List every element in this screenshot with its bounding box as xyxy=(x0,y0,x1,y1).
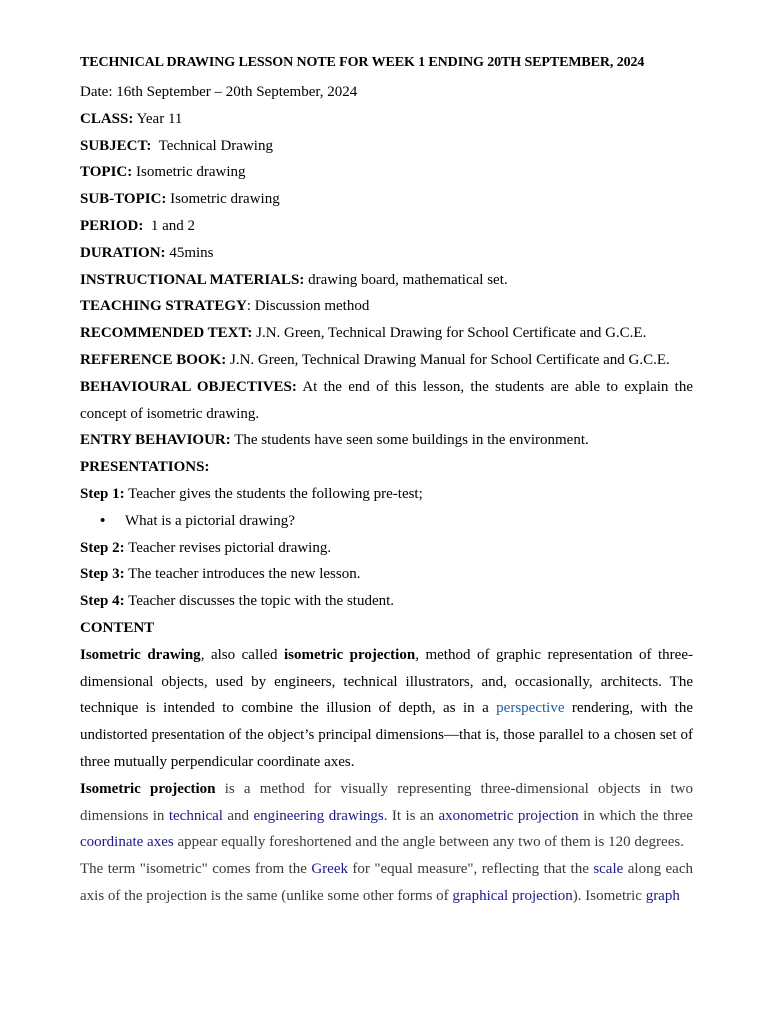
behavioural-objectives xyxy=(80,374,693,428)
paragraph-text: The term "isometric" comes from the xyxy=(80,861,312,878)
greek-link[interactable]: Greek xyxy=(311,861,348,878)
step-text: Teacher gives the students the following pre-test; xyxy=(124,485,423,502)
field-value: J.N. Green, Technical Drawing for School Certificate and G.C.E. xyxy=(252,325,647,342)
bullet-text: What is a pictorial drawing? xyxy=(125,512,295,529)
bold-term: Isometric projection xyxy=(80,780,216,797)
field-value: Technical Drawing xyxy=(151,137,273,154)
field-value: Year 11 xyxy=(133,110,183,127)
field-subject xyxy=(80,133,693,160)
field-value: 45mins xyxy=(165,244,214,261)
paragraph-text: , also called xyxy=(200,646,284,663)
scale-link[interactable]: scale xyxy=(593,861,624,878)
paragraph-text: , method of graphic representation of three-dimensional objects, used by engineers, technical illustrators, and, occasionally, architects. The technique is intended to combine the illusion of depth, as in a xyxy=(80,646,693,717)
field-label: INSTRUCTIONAL MATERIALS: xyxy=(80,271,305,288)
field-instructional-materials xyxy=(80,267,693,294)
step-1 xyxy=(80,481,693,508)
field-value: J.N. Green, Technical Drawing Manual for School Certificate and G.C.E. xyxy=(226,351,670,368)
field-label: SUBJECT: xyxy=(80,137,152,154)
paragraph-text: is a method for visually representing three-dimensional objects in two dimensions in xyxy=(80,780,693,824)
field-teaching-strategy xyxy=(80,293,693,320)
step-text: The teacher introduces the new lesson. xyxy=(124,566,361,583)
field-value: The students have seen some buildings in the environment. xyxy=(230,432,589,449)
graph-link[interactable]: graph xyxy=(645,887,680,904)
field-label: DURATION: xyxy=(80,244,166,261)
field-period xyxy=(80,213,693,240)
field-value: : Discussion method xyxy=(246,298,370,315)
field-recommended-text xyxy=(80,320,693,347)
field-duration xyxy=(80,240,693,267)
technical-link[interactable]: technical xyxy=(168,807,223,824)
engineering-drawings-link[interactable]: engineering drawings xyxy=(253,807,384,824)
field-class xyxy=(80,106,693,133)
perspective-link[interactable]: perspective xyxy=(496,700,565,717)
graphical-projection-link[interactable]: graphical projection xyxy=(452,887,573,904)
step-text: Teacher revises pictorial drawing. xyxy=(124,539,332,556)
coordinate-axes-link[interactable]: coordinate axes xyxy=(80,834,174,851)
field-reference-book xyxy=(80,347,693,374)
paragraph-text: ). Isometric xyxy=(572,887,646,904)
document-body xyxy=(80,52,693,910)
bullet-icon: • xyxy=(100,512,106,529)
step-label: Step 1: xyxy=(80,485,125,502)
field-value: drawing board, mathematical set. xyxy=(304,271,508,288)
field-value: Isometric drawing xyxy=(132,164,246,181)
entry-behaviour xyxy=(80,427,693,454)
field-label: TEACHING STRATEGY xyxy=(80,298,247,315)
field-value: Isometric drawing xyxy=(166,191,280,208)
bold-term: Isometric drawing xyxy=(80,646,201,663)
paragraph-text: for "equal measure", reflecting that the xyxy=(347,861,594,878)
field-label: BEHAVIOURAL OBJECTIVES: xyxy=(80,378,297,395)
field-sub-topic xyxy=(80,186,693,213)
field-topic xyxy=(80,159,693,186)
step-text: Teacher discusses the topic with the student. xyxy=(124,593,395,610)
paragraph-text: in which the three xyxy=(578,807,693,824)
step-label: Step 2: xyxy=(80,539,125,556)
date-line: Date: 16th September – 20th September, 2024 xyxy=(80,84,358,100)
bold-term: isometric projection xyxy=(283,646,416,663)
field-label: CLASS: xyxy=(80,110,134,127)
field-label: SUB-TOPIC: xyxy=(80,191,167,208)
field-value: 1 and 2 xyxy=(143,217,196,234)
field-label: REFERENCE BOOK: xyxy=(80,351,227,368)
field-label: ENTRY BEHAVIOUR: xyxy=(80,432,231,449)
content-heading: CONTENT xyxy=(80,619,155,636)
paragraph-text: and xyxy=(222,807,254,824)
document-title: TECHNICAL DRAWING LESSON NOTE FOR WEEK 1 ENDING 20TH SEPTEMBER, 2024 xyxy=(80,55,645,70)
step-label: Step 4: xyxy=(80,593,125,610)
field-value: At the end of this lesson, the students are able to explain the concept of isometric drawing. xyxy=(80,378,693,422)
paragraph-text: along each axis of the projection is the same (unlike some other forms of xyxy=(80,861,693,904)
paragraph-text: appear equally foreshortened and the angle between any two of them is 120 degrees. xyxy=(173,834,684,851)
axonometric-projection-link[interactable]: axonometric projection xyxy=(438,807,579,824)
field-label: PERIOD: xyxy=(80,217,144,234)
step-4 xyxy=(80,588,693,615)
step-label: Step 3: xyxy=(80,566,125,583)
field-label: RECOMMENDED TEXT: xyxy=(80,325,253,342)
content-paragraph-3 xyxy=(80,856,693,910)
pretest-bullet-item xyxy=(80,508,693,535)
presentations-heading: PRESENTATIONS: xyxy=(80,459,210,476)
paragraph-text: . It is an xyxy=(383,807,439,824)
field-label: TOPIC: xyxy=(80,164,133,181)
paragraph-text: rendering, with the undistorted presentation of the object’s principal dimensions—that is, those parallel to a chosen set of three mutually perpendicular coordinate axes. xyxy=(80,700,693,770)
step-2 xyxy=(80,535,693,562)
content-paragraph-2 xyxy=(80,776,693,856)
step-3 xyxy=(80,561,693,588)
content-paragraph-1 xyxy=(80,642,693,776)
